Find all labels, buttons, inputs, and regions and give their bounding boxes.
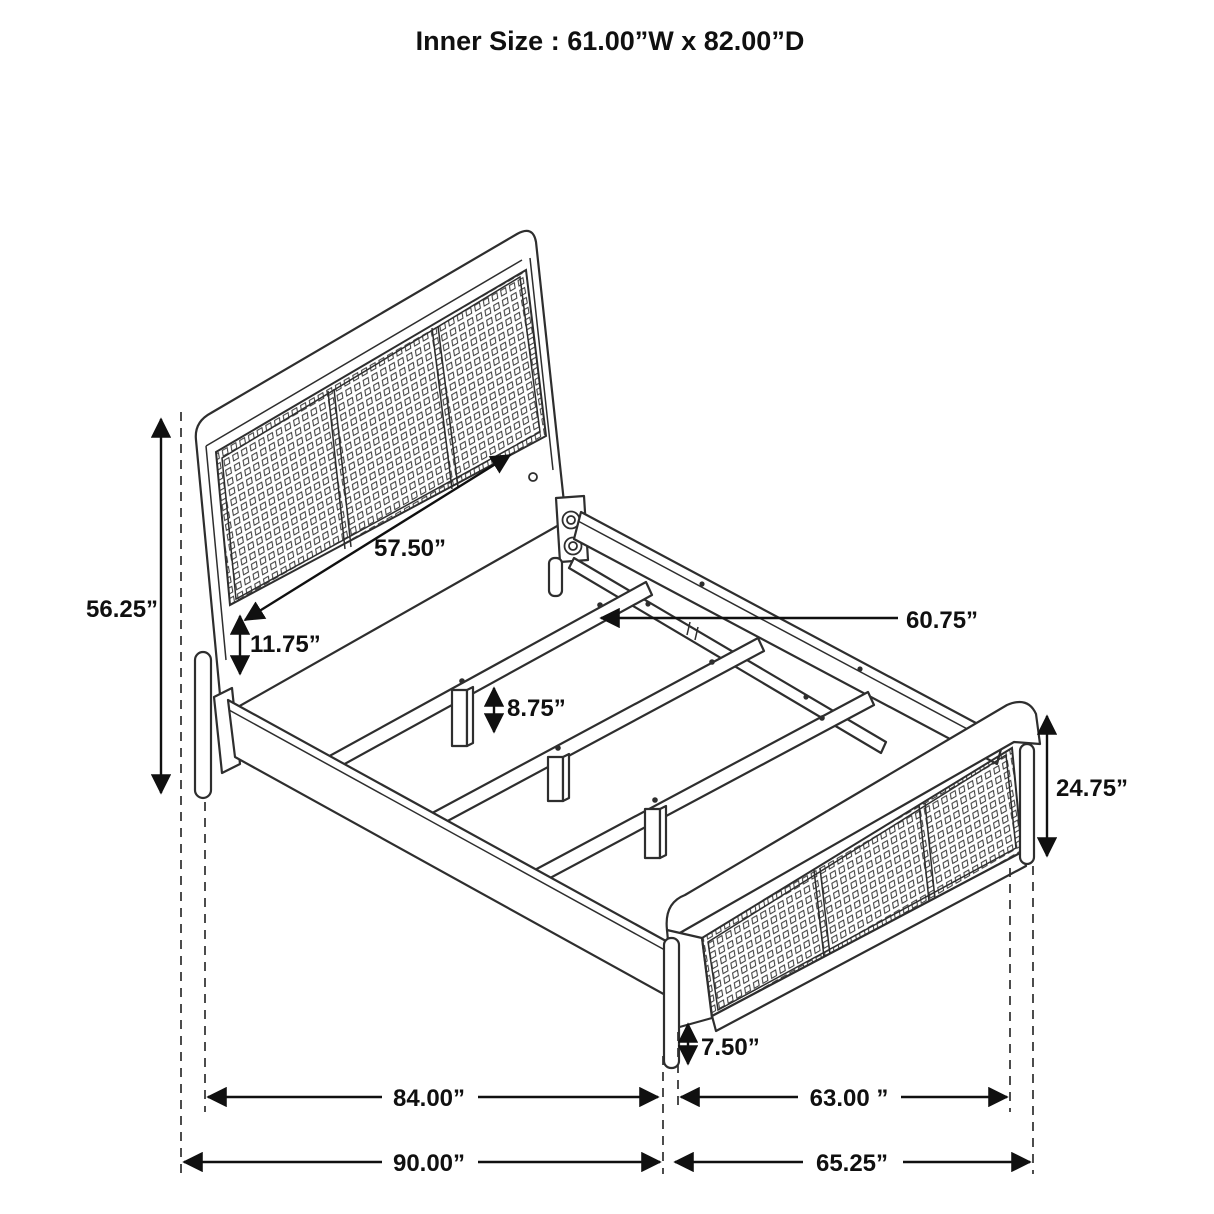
headboard-post-bolt-hole [529,473,537,481]
dim-headboard-height-label: 56.25” [86,596,159,623]
footboard [664,702,1040,1068]
slat-1-leg-side [467,687,473,746]
slat-1-leg-front [452,690,467,746]
far-side-rail [574,512,1004,764]
slat-2-leg-front [548,757,563,801]
diagram-title: Inner Size : 61.00”W x 82.00”D [415,26,805,56]
slat-1-bolt [459,678,465,684]
dim-footboard-overall-width-label: 65.25” [815,1150,889,1177]
dim-footboard-height-label: 24.75” [1056,775,1129,802]
dim-slat-length-label: 60.75” [906,607,979,634]
slat-3-leg-front [645,809,660,858]
slat-2-leg-side [563,754,569,801]
dim-headboard-panel-width-label: 57.50” [373,535,447,562]
far-rail-bolt [857,666,862,671]
bracket-hole-top-inner [567,516,575,524]
far-rail-body [574,512,1004,764]
dim-slat-support-height-label: 8.75” [507,695,566,722]
footboard-right-leg [1020,744,1034,864]
slat-2-bolt [709,659,715,665]
slat-2-bolt [555,745,561,751]
slat-1-bolt [597,602,603,608]
dim-footboard-inner-width-label: 63.00 ” [809,1085,889,1112]
center-rail-bolt [645,601,650,606]
slat-3-bolt [819,715,825,721]
far-rail-bolt [699,581,704,586]
slat-3-leg-side [660,806,666,858]
bracket-hole-bottom-inner [569,542,577,550]
dim-overall-depth-label: 90.00” [392,1150,466,1177]
bracket-pin-leg [549,558,562,596]
headboard-left-leg [195,652,211,798]
dim-footboard-leg-height-label: 7.50” [701,1034,760,1061]
dim-side-rail-length-label: 84.00” [392,1085,466,1112]
center-rail-bolt [803,694,808,699]
slat-3-bolt [652,797,658,803]
dim-headboard-rail-gap-label: 11.75” [250,631,321,658]
footboard-left-leg [664,938,679,1068]
